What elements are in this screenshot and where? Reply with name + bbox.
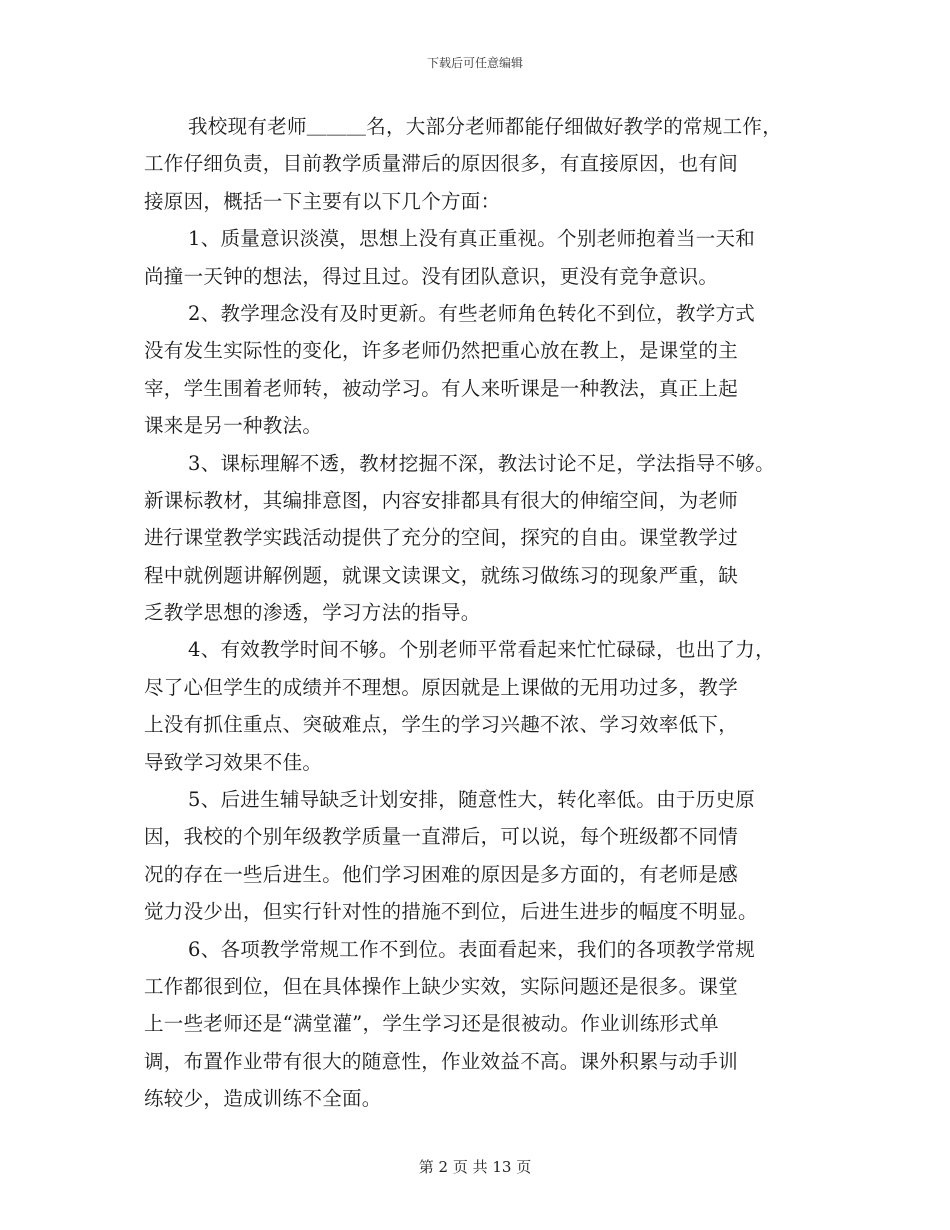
text-line: 新课标教材，其编排意图，内容安排都具有很大的伸缩空间，为老师 (144, 488, 739, 512)
text-line: 4、有效教学时间不够。个别老师平常看起来忙忙碌碌，也出了力， (188, 638, 775, 662)
text-line: 乏教学思想的渗透，学习方法的指导。 (144, 601, 481, 625)
text-line: 2、教学理念没有及时更新。有些老师角色转化不到位，教学方式 (188, 301, 756, 325)
text-line: 宰，学生围着老师转，被动学习。有人来听课是一种教法，真正上起 (144, 376, 739, 400)
text-line: 上一些老师还是“满堂灌”，学生学习还是很被动。作业训练形式单 (144, 1012, 719, 1036)
text-line: 接原因，概括一下主要有以下几个方面： (144, 189, 501, 213)
text-line: 上没有抓住重点、突破难点，学生的学习兴趣不浓、学习效率低下， (144, 713, 739, 737)
text-line: 6、各项教学常规工作不到位。表面看起来，我们的各项教学常规 (188, 937, 756, 961)
page-header-note: 下载后可任意编辑 (426, 56, 523, 70)
text-line: 1、质量意识淡漠，思想上没有真正重视。个别老师抱着当一天和 (188, 227, 756, 251)
text-line: 导致学习效果不佳。 (144, 750, 323, 774)
text-line: 况的存在一些后进生。他们学习困难的原因是多方面的，有老师是感 (144, 862, 739, 886)
text-line: 工作仔细负责，目前教学质量滞后的原因很多，有直接原因，也有间 (144, 152, 739, 176)
text-line: 进行课堂教学实践活动提供了充分的空间，探究的自由。课堂教学过 (144, 526, 739, 550)
text-line: 调，布置作业带有很大的随意性，作业效益不高。课外积累与动手训 (144, 1049, 739, 1073)
text-line: 3、课标理解不透，教材挖掘不深，教法讨论不足，学法指导不够。 (188, 451, 775, 475)
text-line: 工作都很到位，但在具体操作上缺少实效，实际问题还是很多。课堂 (144, 974, 739, 998)
document-body (144, 108, 834, 1118)
text-line: 5、后进生辅导缺乏计划安排，随意性大，转化率低。由于历史原 (188, 788, 756, 812)
page-number-footer: 第 2 页 共 13 页 (418, 1158, 532, 1176)
text-line: 觉力没少出，但实行针对性的措施不到位，后进生进步的幅度不明显。 (144, 900, 758, 924)
text-line: 没有发生实际性的变化，许多老师仍然把重心放在教上，是课堂的主 (144, 339, 739, 363)
text-line: 我校现有老师＿＿＿名，大部分老师都能仔细做好教学的常规工作， (188, 115, 783, 138)
text-line: 尚撞一天钟的想法，得过且过。没有团队意识，更没有竞争意识。 (144, 264, 719, 288)
text-line: 练较少，造成训练不全面。 (144, 1087, 382, 1111)
text-line: 程中就例题讲解例题，就课文读课文，就练习做练习的现象严重，缺 (144, 563, 739, 587)
text-line: 尽了心但学生的成绩并不理想。原因就是上课做的无用功过多，教学 (144, 675, 739, 699)
text-line: 因，我校的个别年级教学质量一直滞后，可以说，每个班级都不同情 (144, 825, 739, 849)
text-line: 课来是另一种教法。 (144, 414, 323, 438)
